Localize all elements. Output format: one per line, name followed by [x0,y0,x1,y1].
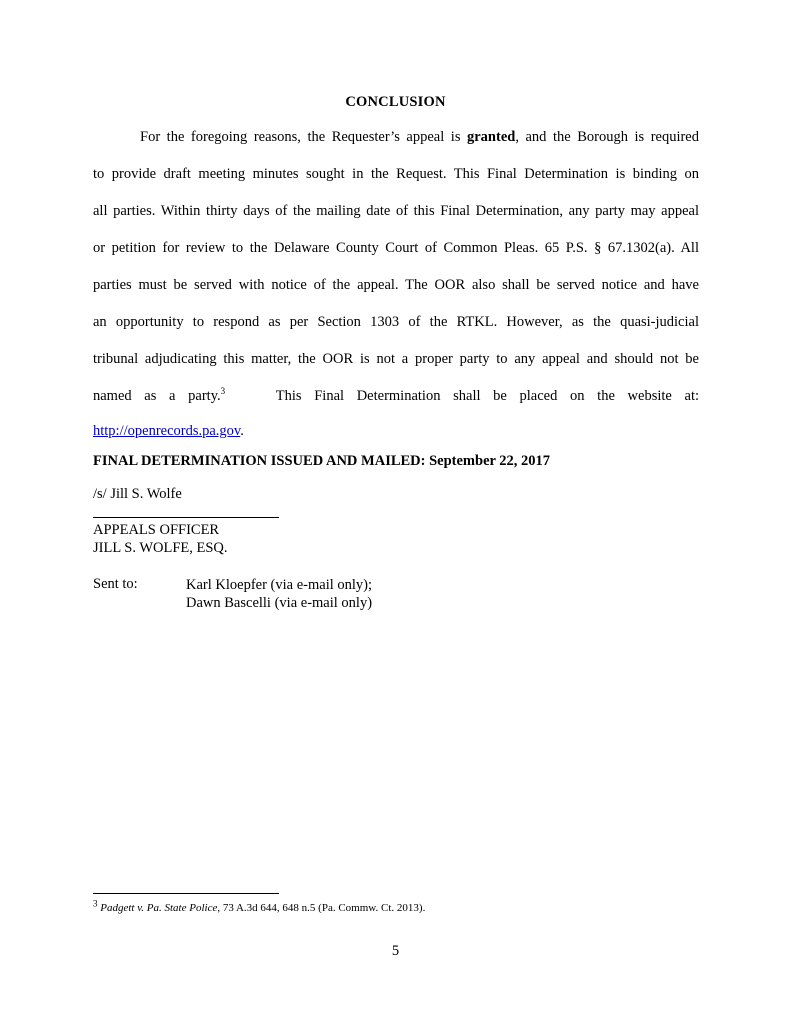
paragraph-line-1 [140,127,699,147]
footnote-separator [93,893,279,894]
paragraph-text: , and the Borough is required [515,129,699,145]
website-link[interactable]: http://openrecords.pa.gov [93,423,241,439]
footnote-number: 3 [93,898,98,909]
footnote-citation: , 73 A.3d 644, 648 n.5 (Pa. Commw. Ct. 2013). [217,902,426,914]
section-heading: CONCLUSION [345,94,446,110]
footnote-case-name: Padgett v. Pa. State Police [100,902,218,914]
sent-to-label: Sent to: [93,576,138,592]
footnote-reference: 3 [220,386,226,397]
paragraph-line-8 [93,386,699,406]
paragraph-text: named as a party. [93,388,221,404]
paragraph-line-3: all parties. Within thirty days of the mailing date of this Final Determination, any party may appeal [93,203,699,219]
recipient: Dawn Bascelli (via e-mail only) [186,595,373,611]
paragraph-text: This Final Determination shall be placed on the website at: [275,388,699,404]
page-number: 5 [391,943,400,959]
granted-text: granted [467,129,516,145]
paragraph-line-4: or petition for review to the Delaware County Court of Common Pleas. 65 P.S. § 67.1302(a). All [93,240,699,256]
recipient: Karl Kloepfer (via e-mail only); [186,577,373,593]
signature: /s/ Jill S. Wolfe [93,486,182,502]
paragraph-line-2: to provide draft meeting minutes sought in the Request. This Final Determination is binding on [93,166,699,182]
paragraph-text: . [240,423,244,439]
final-determination-date: FINAL DETERMINATION ISSUED AND MAILED: September 22, 2017 [93,453,551,469]
signature-line [93,517,279,518]
recipient-list [186,576,372,612]
paragraph-line-5: parties must be served with notice of the appeal. The OOR also shall be served notice and have [93,277,699,293]
footnote [93,898,426,914]
paragraph-line-6: an opportunity to respond as per Section 1303 of the RTKL. However, as the quasi-judicial [93,314,699,330]
officer-name: JILL S. WOLFE, ESQ. [93,540,228,556]
officer-title: APPEALS OFFICER [93,522,220,538]
paragraph-text: For the foregoing reasons, the Requester’s appeal is [140,129,467,145]
paragraph-line-9 [93,421,699,441]
paragraph-line-7: tribunal adjudicating this matter, the OOR is not a proper party to any appeal and should not be [93,351,699,367]
